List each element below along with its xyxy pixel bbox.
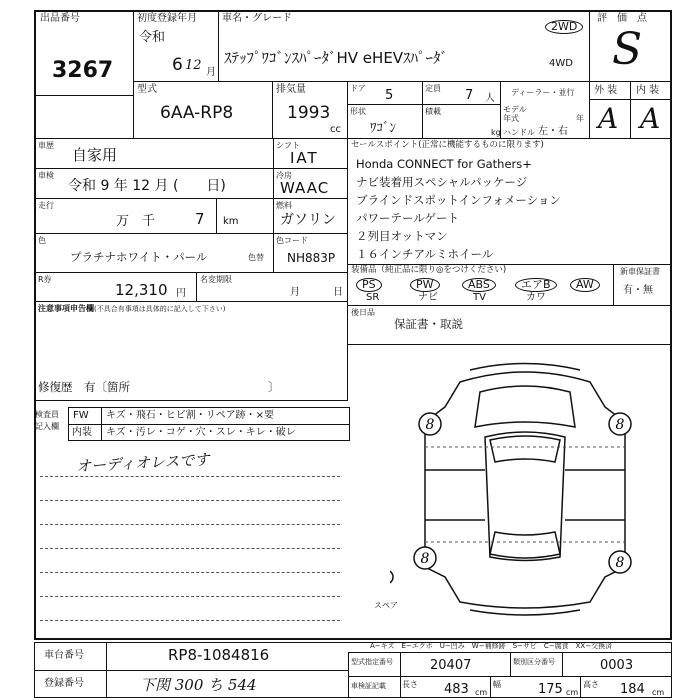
car-body-outline — [425, 372, 625, 608]
displacement-value: 1993 — [287, 103, 331, 123]
lot-label: 出品番号 — [40, 13, 80, 24]
equipment-label: 装備品（純正品に限り◎をつけください) — [351, 265, 507, 275]
displacement-unit: cc — [330, 124, 341, 135]
year-unit: 年 — [576, 114, 584, 123]
drive-4wd: 4WD — [549, 58, 573, 69]
capacity-value: 7 — [465, 88, 474, 103]
chassis-label: 車台番号 — [44, 650, 84, 661]
chassis-value: RP8-1084816 — [168, 646, 270, 664]
inspector-fw-head: FW — [73, 410, 89, 421]
interior-score: A — [640, 102, 661, 135]
equip-sr: SR — [366, 292, 380, 303]
fuel-value: ガソリン — [280, 212, 336, 228]
sales-point-item: ナビ装着用スペシャルパッケージ — [356, 175, 528, 189]
width-unit: cm — [566, 688, 579, 697]
mileage-units: 万 千 — [116, 214, 156, 229]
roof-outline — [485, 432, 565, 561]
first-reg-era: 令和 — [139, 30, 166, 45]
displacement-label: 排気量 — [276, 84, 306, 95]
dealer-label: ディーラー・並行 — [511, 88, 575, 97]
first-reg-year: 6 — [172, 55, 183, 75]
tire-mark: 8 — [425, 417, 435, 433]
fuel-label: 燃料 — [276, 201, 292, 210]
shaken-label: 車検 — [38, 171, 54, 180]
equip-navi: ナビ — [418, 292, 438, 303]
interior-label: 内 装 — [636, 85, 660, 96]
color-label: 色 — [38, 236, 46, 245]
equip-airbag: エアB — [515, 278, 557, 292]
mileage-label: 走行 — [38, 201, 54, 210]
equip-tv: TV — [473, 292, 486, 303]
spare-tire — [390, 570, 393, 584]
length-label: 長さ — [402, 680, 418, 689]
inspector-label — [35, 409, 59, 433]
height-label: 高さ — [583, 680, 599, 689]
rear-bumper — [470, 610, 580, 615]
handwritten-note: オーディオレスです — [75, 450, 210, 476]
notes-title: 注意事項申告欄 — [38, 304, 94, 313]
notes-subtitle: (不具合有事項は具体的に記入して下さい) — [94, 305, 226, 313]
color-change-label: 色替 — [248, 253, 264, 262]
equip-leather: カワ — [526, 292, 546, 303]
shift-value: IAT — [290, 149, 319, 167]
name-change-label: 名変期限 — [200, 275, 232, 284]
tire-mark: 8 — [615, 417, 625, 433]
cat-num-label: 類別区分番号 — [513, 658, 555, 666]
name-change-month: 月 — [290, 287, 300, 298]
equip-pw: PW — [410, 278, 440, 292]
model-label: 型式 — [137, 84, 157, 95]
car-name: ｽﾃｯﾌﾟﾜｺﾞﾝｽﾊﾟｰﾀﾞHV eHEVｽﾊﾟｰﾀﾞ — [224, 49, 449, 67]
mileage-value: 7 — [195, 210, 205, 228]
inspector-label-1: 検査員 — [35, 410, 59, 419]
equip-ps: PS — [356, 278, 382, 292]
width-value: 175 — [538, 682, 563, 697]
inspector-label-2: 記入欄 — [35, 422, 59, 431]
first-reg-month: 12 — [185, 58, 202, 73]
name-change-day: 日 — [333, 287, 343, 298]
shape-label: 形状 — [350, 107, 366, 116]
recycle-unit: 円 — [176, 288, 186, 299]
rear-window — [490, 532, 560, 558]
repair-history: 修復歴 有〔箇所 〕 — [38, 380, 280, 394]
equip-abs: ABS — [462, 278, 496, 292]
height-unit: cm — [652, 688, 665, 697]
length-value: 483 — [444, 682, 469, 697]
capacity-unit: 人 — [485, 93, 495, 104]
sales-point-item: ２列目オットマン — [356, 229, 448, 243]
ac-label: 冷房 — [276, 171, 292, 180]
history-value: 自家用 — [72, 146, 118, 164]
spare-label: スペア — [374, 601, 398, 610]
equip-aw: AW — [570, 278, 600, 292]
score-label: 評 価 点 — [597, 13, 647, 24]
sales-point-item: ブラインドスポットインフォメーション — [356, 193, 561, 207]
sales-points-label: セールスポイント(正常に機能するものに限ります) — [351, 140, 544, 150]
new-warranty-value: 有・無 — [623, 285, 653, 296]
capacity-label: 定員 — [425, 84, 441, 93]
length-unit: cm — [475, 688, 488, 697]
load-unit: kg — [491, 128, 501, 137]
cat-num-value: 0003 — [600, 658, 634, 673]
reg-value: 下関 300 ち 544 — [140, 676, 257, 694]
type-num-label: 型式指定番号 — [351, 658, 393, 666]
inspector-interior-head: 内装 — [72, 427, 92, 438]
hood-outline — [475, 386, 575, 427]
drive-2wd: 2WD — [545, 20, 583, 34]
car-diagram — [390, 352, 660, 622]
sales-point-item: パワーテールゲート — [356, 211, 460, 225]
handle-label: ハンドル — [503, 128, 535, 137]
recycle-label: R券 — [38, 275, 52, 284]
color-value: プラチナホワイト・パール — [70, 250, 208, 264]
new-warranty-label: 新車保証書 — [620, 267, 660, 276]
load-label: 積載 — [425, 107, 441, 116]
history-label: 車歴 — [38, 141, 54, 150]
mileage-unit: km — [223, 216, 239, 227]
first-reg-label: 初度登録年月 — [137, 13, 197, 24]
width-label: 幅 — [493, 680, 501, 689]
type-num-value: 20407 — [430, 658, 472, 673]
first-reg-month-unit: 月 — [206, 67, 216, 78]
color-code-label: 色コード — [276, 236, 308, 245]
sales-point-item: １６インチアルミホイール — [356, 247, 494, 261]
shaken-value: 令和 9 年 12 月 ( 日) — [68, 178, 226, 194]
color-code-value: NH883P — [287, 251, 336, 265]
post-items-label: 後日品 — [351, 308, 375, 317]
doors-label: ドア — [350, 84, 366, 93]
recycle-amount: 12,310 — [115, 281, 168, 299]
exterior-score: A — [598, 102, 619, 135]
inspector-interior-row: キズ・汚レ・コゲ・穴・スレ・キレ・破レ — [106, 427, 296, 438]
front-bumper — [470, 364, 580, 371]
inspector-fw-row: キズ・飛石・ヒビ割・リペア跡・×要 — [106, 410, 274, 421]
ac-value: WAAC — [280, 179, 330, 197]
shape-value: ﾜｺﾞﾝ — [370, 121, 396, 136]
sales-point-item: Honda CONNECT for Gathers+ — [356, 157, 532, 171]
height-value: 184 — [620, 682, 645, 697]
model-value: 6AA-RP8 — [160, 103, 234, 123]
damage-legend: A−キズ E−エクボ U−凹み W−補修跡 S−サビ C−腐食 XX−交換済 — [370, 642, 613, 650]
notes-label — [38, 304, 225, 314]
cert-label: 車検証記載 — [351, 682, 386, 690]
shift-label: シフト — [276, 141, 300, 150]
car-name-label: 車名・グレード — [222, 13, 292, 24]
handle-value: 左・右 — [538, 126, 568, 137]
windshield — [490, 436, 560, 462]
post-items-value: 保証書・取説 — [394, 317, 463, 331]
overall-score: S — [612, 24, 643, 75]
tire-mark: 8 — [420, 551, 430, 567]
model-year-label: モデル年式 — [503, 105, 527, 123]
tire-mark: 8 — [615, 555, 625, 571]
reg-label: 登録番号 — [44, 678, 84, 689]
lot-number: 3267 — [52, 58, 114, 83]
exterior-label: 外 装 — [594, 85, 618, 96]
doors-value: 5 — [385, 88, 394, 103]
